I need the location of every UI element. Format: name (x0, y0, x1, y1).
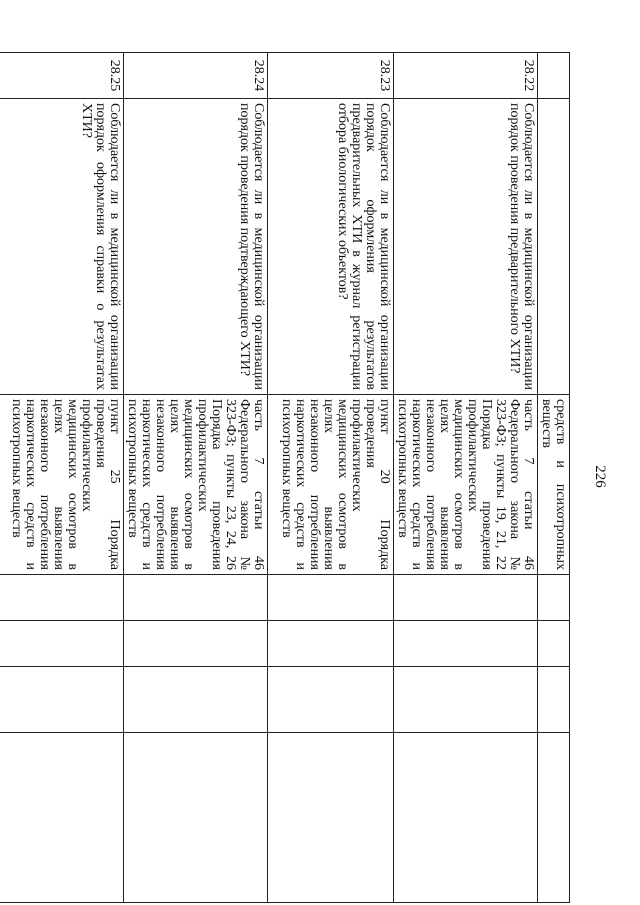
item-number: 28.23 (268, 53, 394, 99)
not-applicable-cell (124, 667, 268, 733)
item-number: 28.22 (394, 53, 538, 99)
note-cell (394, 733, 538, 903)
answer-no-cell (0, 621, 124, 667)
question-text: Соблюдается ли в медицинской организации порядок проведения предварительного ХТИ? (394, 99, 538, 395)
not-applicable-cell (538, 667, 570, 733)
table-row (268, 53, 394, 903)
not-applicable-cell (0, 667, 124, 733)
table-row (124, 53, 268, 903)
not-applicable-cell (268, 667, 394, 733)
answer-no-cell (538, 621, 570, 667)
answer-yes-cell (124, 575, 268, 621)
question-text: Соблюдается ли в медицинской организации порядок проведения подтверждающего ХТИ? (124, 99, 268, 395)
question-cell (538, 99, 570, 395)
question-text: Соблюдается ли в медицинской организации порядок оформления результатов предварительных ХТИ в журнал регистрации отбора биологических объектов? (268, 99, 394, 395)
reference-cell: средств и психотропных веществ (538, 395, 570, 575)
legal-reference: пункт 25 Порядка проведения профилактических медицинских осмотров в целях выявления незаконного потребления наркотических средств и психотропных веществ (0, 395, 124, 575)
note-cell (268, 733, 394, 903)
table-row (0, 53, 124, 903)
answer-yes-cell (268, 575, 394, 621)
item-number: 28.25 (0, 53, 124, 99)
rotated-page-content (9, 52, 570, 902)
legal-reference: пункт 20 Порядка проведения профилактических медицинских осмотров в целях выявления незаконного потребления наркотических средств и психотропных веществ (268, 395, 394, 575)
answer-no-cell (394, 621, 538, 667)
answer-yes-cell (394, 575, 538, 621)
answer-no-cell (268, 621, 394, 667)
checklist-table (0, 52, 570, 903)
answer-yes-cell (538, 575, 570, 621)
question-text: Соблюдается ли в медицинской организации порядок оформления справки о результатах ХТИ? (0, 99, 124, 395)
note-cell (0, 733, 124, 903)
not-applicable-cell (394, 667, 538, 733)
table-row (394, 53, 538, 903)
page-number: 226 (591, 465, 608, 488)
number-cell (538, 53, 570, 99)
answer-no-cell (124, 621, 268, 667)
legal-reference: часть 7 статьи 46 Федерального закона № 323-ФЗ; пункты 23, 24, 26 Порядка проведения профилактических медицинских осмотров в целях выявления незаконного потребления наркотических средств и психотропных веществ (124, 395, 268, 575)
table-row-continuation (538, 53, 570, 903)
legal-reference: часть 7 статьи 46 Федерального закона № 323-ФЗ; пункты 19, 21, 22 Порядка проведения профилактических медицинских осмотров в целях выявления незаконного потребления наркотических средств и психотропных веществ (394, 395, 538, 575)
item-number: 28.24 (124, 53, 268, 99)
answer-yes-cell (0, 575, 124, 621)
note-cell (538, 733, 570, 903)
note-cell (124, 733, 268, 903)
